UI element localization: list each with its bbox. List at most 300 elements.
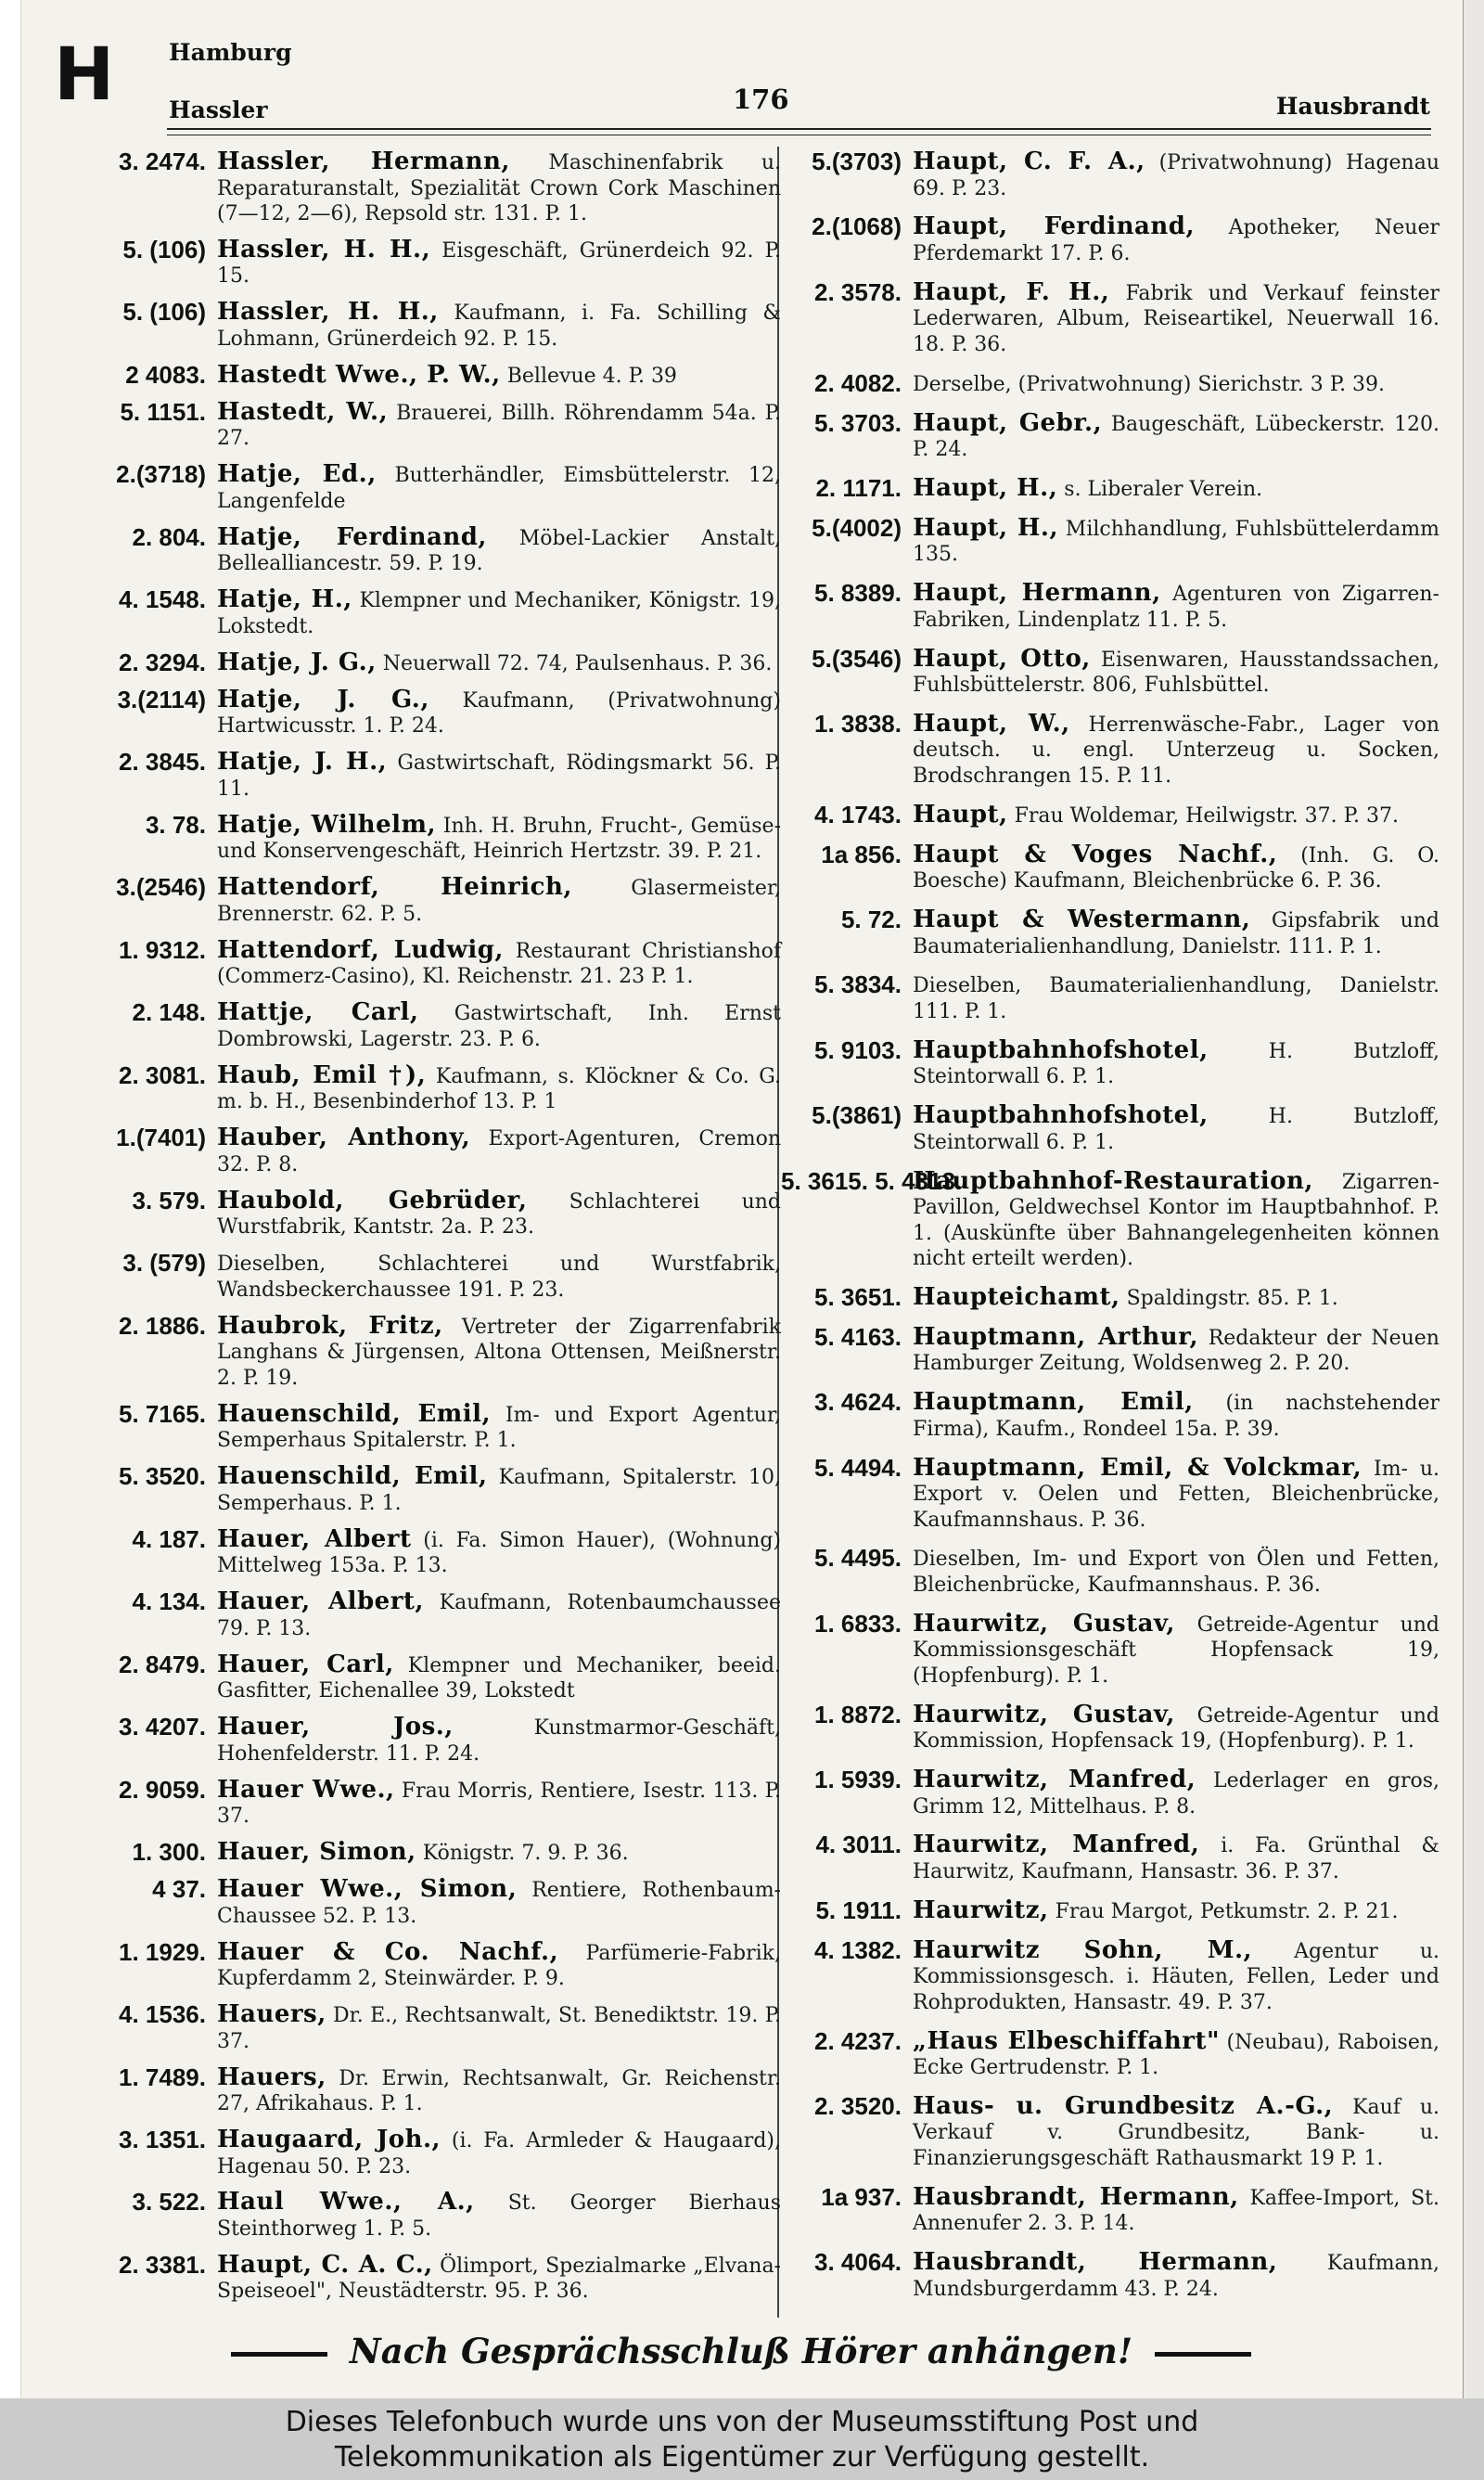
entry-text	[217, 586, 781, 639]
entry-text	[217, 1124, 781, 1177]
entry-details: (Neubau), Raboisen, Ecke Gertrudenstr. P. 1.	[913, 2030, 1440, 2079]
subscriber-name: Hauers,	[217, 2062, 326, 2091]
directory-entry	[779, 1389, 1439, 1442]
directory-entry	[779, 802, 1439, 829]
entry-details: Klempner und Mechaniker, Königstr. 19, Lokstedt.	[217, 589, 781, 638]
phone-number: 3.(2114)	[117, 685, 206, 713]
entry-text	[913, 2184, 1439, 2237]
subscriber-name: Haugaard, Joh.,	[217, 2126, 441, 2153]
entry-details: Kunstmarmor-Geschäft, Hohenfelderstr. 11. P. 24.	[217, 1716, 782, 1766]
subscriber-name: Haubrok, Fritz,	[217, 1311, 443, 1340]
subscriber-name: Haupt & Westermann,	[913, 906, 1251, 933]
entry-details: Kaufmann, Mundsburgerdamm 43. P. 24.	[913, 2252, 1439, 2301]
entry-text	[217, 237, 781, 289]
entry-details: Lederlager en gros, Grimm 12, Mittelhaus. P. 8.	[913, 1769, 1439, 1818]
left-column	[76, 148, 781, 2314]
directory-entry	[779, 1831, 1439, 1884]
entry-text	[217, 1839, 781, 1867]
phone-number: 5. 7165.	[119, 1399, 206, 1428]
entry-details: Dieselben, Im- und Export von Ölen und Fetten, Bleichenbrücke, Kaufmannshaus. P. 36.	[913, 1548, 1439, 1597]
subscriber-name: Hattendorf, Ludwig,	[217, 935, 504, 964]
page-edge	[1464, 0, 1484, 2398]
subscriber-name: „Haus Elbeschiffahrt"	[913, 2026, 1221, 2055]
subscriber-name: Hatje, H.,	[217, 585, 352, 614]
phone-number: 3. 78.	[145, 810, 206, 839]
entry-details: Maschinenfabrik u. Reparaturanstalt, Spezialität Crown Cork Maschinen (7—12, 2—6), Repsold str. 131. P. 1.	[217, 151, 782, 225]
entry-text	[913, 1937, 1439, 2016]
entry-text	[913, 2249, 1439, 2302]
footer-notice	[20, 2331, 1462, 2371]
entry-details: Zigarren-Pavillon, Geldwechsel Kontor im Hauptbahnhof. P. 1. (Auskünfte über Bahnangelegenheiten können nicht erteilt werden).	[913, 1170, 1439, 1270]
phone-number: 5.(3861)	[812, 1101, 902, 1130]
entry-details: i. Fa. Grünthal & Haurwitz, Kaufmann, Hansastr. 36. P. 37.	[913, 1834, 1439, 1883]
entry-text	[913, 148, 1439, 201]
directory-entry	[76, 237, 781, 289]
entry-text	[913, 370, 1439, 398]
phone-number: 2. 3081.	[119, 1060, 206, 1089]
phone-number: 3. 2474.	[119, 148, 206, 175]
entry-text	[913, 1324, 1439, 1377]
phone-number: 2.(1068)	[812, 212, 902, 241]
subscriber-name: Hauer, Simon,	[217, 1838, 416, 1867]
entry-text	[217, 1651, 781, 1704]
phone-number: 2. 3520.	[814, 2091, 902, 2120]
subscriber-name: Haupt, Ferdinand,	[913, 212, 1195, 241]
entry-details: Agenturen von Zigarren-Fabriken, Lindenplatz 11. P. 5.	[913, 583, 1439, 632]
entry-text	[217, 2127, 781, 2179]
phone-number: 1a 937.	[821, 2182, 902, 2211]
entry-details: Apotheker, Neuer Pferdemarkt 17. P. 6.	[913, 216, 1439, 265]
subscriber-name: Haul Wwe., A.,	[217, 2188, 475, 2217]
entry-text	[217, 362, 781, 390]
entry-text	[217, 1526, 781, 1579]
directory-entry	[76, 1313, 781, 1392]
subscriber-name: Hauenschild, Emil,	[217, 1462, 488, 1491]
entry-text	[913, 2028, 1439, 2081]
entry-details: Frau Morris, Rentiere, Isestr. 113. P. 37.	[217, 1779, 781, 1829]
subscriber-name: Hauenschild, Emil,	[217, 1399, 492, 1428]
subscriber-name: Hatje, Ed.,	[217, 460, 377, 489]
footer-dash-left	[231, 2352, 327, 2357]
entry-text	[217, 1250, 781, 1303]
subscriber-name: Haurwitz, Gustav,	[913, 1700, 1175, 1728]
phone-number: 4. 134.	[132, 1587, 206, 1616]
subscriber-name: Haupt & Voges Nachf.,	[913, 840, 1278, 868]
subscriber-name: Hausbrandt, Hermann,	[913, 2248, 1278, 2277]
directory-entry	[779, 906, 1439, 959]
directory-entry	[76, 2252, 781, 2305]
subscriber-name: Hastedt, W.,	[217, 397, 389, 426]
entry-details: Königstr. 7. 9. P. 36.	[422, 1842, 629, 1866]
subscriber-name: Hatje, J. H.,	[217, 748, 388, 777]
entry-text	[913, 971, 1439, 1024]
entry-text	[217, 1463, 781, 1516]
phone-number: 4. 187.	[132, 1524, 206, 1553]
subscriber-name: Hauer Wwe.,	[217, 1775, 395, 1804]
entry-details: (Privatwohnung) Hagenau 69. P. 23.	[913, 151, 1440, 200]
entry-text	[217, 1062, 781, 1115]
subscriber-name: Hauptmann, Emil, & Volckmar,	[913, 1453, 1362, 1482]
phone-number: 5. 3703.	[814, 408, 902, 437]
phone-number: 5. 1151.	[120, 397, 206, 426]
directory-entry	[76, 399, 781, 452]
directory-entry	[76, 1062, 781, 1115]
entry-details: Dieselben, Baumaterialienhandlung, Danielstr. 111. P. 1.	[913, 974, 1439, 1023]
entry-details: Export-Agenturen, Cremon 32. P. 8.	[217, 1127, 781, 1176]
entry-text	[913, 1767, 1439, 1819]
entry-text	[913, 213, 1439, 266]
phone-number: 2. 3845.	[119, 748, 206, 777]
subscriber-name: Haupt, Otto,	[913, 644, 1091, 673]
directory-entry	[779, 515, 1439, 568]
phone-number: 5.(4002)	[812, 513, 902, 542]
phone-number: 1. 300.	[132, 1838, 206, 1867]
directory-entry	[779, 213, 1439, 266]
subscriber-name: Haus- u. Grundbesitz A.-G.,	[913, 2091, 1334, 2120]
entry-text	[913, 410, 1439, 463]
entry-details: Redakteur der Neuen Hamburger Zeitung, Woldsenweg 2. P. 20.	[913, 1326, 1439, 1376]
entry-text	[217, 999, 781, 1052]
phone-number: 2 4083.	[125, 360, 206, 389]
directory-entry	[76, 1188, 781, 1240]
directory-entry	[76, 1876, 781, 1929]
entry-details: Agentur u. Kommissionsgesch. i. Häuten, Fellen, Leder und Rohprodukten, Hansastr. 49. P. 37.	[913, 1939, 1440, 2014]
directory-entry	[76, 2127, 781, 2179]
footer-dash-right	[1155, 2352, 1251, 2357]
subscriber-name: Hauer, Albert,	[217, 1587, 424, 1616]
phone-number: 2.(3718)	[116, 460, 206, 489]
directory-entry	[779, 1767, 1439, 1819]
phone-number: 4. 1548.	[119, 585, 206, 614]
entry-text	[217, 1588, 781, 1641]
directory-entry	[76, 1777, 781, 1830]
entry-details: Klempner und Mechaniker, beeid. Gasfitter, Eichenallee 39, Lokstedt	[217, 1653, 782, 1703]
directory-entry	[779, 2028, 1439, 2081]
phone-number: 1a 856.	[821, 840, 902, 868]
subscriber-name: Haupt, W.,	[913, 709, 1070, 738]
directory-entry	[779, 1324, 1439, 1377]
directory-entry	[779, 1455, 1439, 1534]
entry-text	[913, 580, 1439, 633]
phone-number: 5. 3615. 5. 4313.	[781, 1166, 963, 1195]
entry-details: Kaufmann, Rotenbaumchaussee 79. P. 13.	[217, 1591, 781, 1640]
entry-text	[217, 399, 781, 452]
entry-details: Kaufmann, s. Klöckner & Co. G. m. b. H., Besenbinderhof 13. P. 1	[217, 1064, 782, 1114]
subscriber-name: Haupt, Gebr.,	[913, 408, 1103, 437]
directory-entry	[779, 842, 1439, 894]
entry-text	[217, 687, 781, 739]
entry-details: Spaldingstr. 85. P. 1.	[1126, 1286, 1338, 1310]
directory-entry	[779, 971, 1439, 1024]
entry-text	[913, 1284, 1439, 1312]
directory-entry	[779, 1611, 1439, 1690]
entry-text	[217, 2001, 781, 2054]
directory-entry	[76, 2001, 781, 2054]
entry-details: Parfümerie-Fabrik, Kupferdamm 2, Steinwärder. P. 9.	[217, 1941, 781, 1991]
entry-details: Getreide-Agentur und Kommission, Hopfensack 19, (Hopfenburg). P. 1.	[913, 1703, 1439, 1754]
subscriber-name: Hattje, Carl,	[217, 998, 419, 1027]
entry-text	[217, 812, 781, 865]
entry-details: Kaufmann, (Privatwohnung) Hartwicusstr. 1. P. 24.	[217, 688, 781, 739]
phone-number: 1. 8872.	[814, 1700, 902, 1728]
phone-number: 2. 4082.	[814, 368, 902, 397]
subscriber-name: Hauptbahnhof-Restauration,	[913, 1166, 1313, 1195]
phone-number: 3. 579.	[132, 1186, 206, 1214]
phone-number: 2. 3381.	[119, 2250, 206, 2279]
directory-entry	[76, 812, 781, 865]
directory-entry	[76, 1401, 781, 1454]
subscriber-name: Haurwitz, Manfred,	[913, 1831, 1200, 1859]
phone-number: 4. 1536.	[119, 2000, 206, 2029]
phone-number: 2. 4237.	[814, 2026, 902, 2055]
directory-entry	[76, 362, 781, 390]
entry-text	[913, 515, 1439, 568]
subscriber-name: Hassler, H. H.,	[217, 235, 431, 263]
entry-details: St. Georger Bierhaus Steinthorweg 1. P. 5.	[217, 2191, 781, 2241]
phone-number: 5. 1911.	[815, 1895, 902, 1924]
entry-text	[913, 842, 1439, 894]
phone-number: 4. 3011.	[815, 1831, 902, 1859]
entry-text	[217, 2064, 781, 2117]
subscriber-name: Hastedt Wwe., P. W.,	[217, 360, 501, 389]
entry-details: Schlachterei und Wurstfabrik, Kantstr. 2a. P. 23.	[217, 1189, 781, 1240]
directory-entry	[779, 2184, 1439, 2237]
directory-entry	[779, 711, 1439, 790]
entry-details: Kaufmann, Spitalerstr. 10, Semperhaus. P. 1.	[217, 1466, 781, 1515]
entry-details: Kauf u. Verkauf v. Grundbesitz, Bank- u. Finanzierungsgeschäft Rathausmarkt 19 P. 1.	[913, 2095, 1439, 2170]
directory-entry	[779, 1037, 1439, 1090]
subscriber-name: Hassler, H. H.,	[217, 298, 439, 327]
entry-text	[217, 1188, 781, 1240]
subscriber-name: Hatje, J. G.,	[217, 648, 377, 676]
directory-entry	[76, 999, 781, 1052]
entry-details: Herrenwäsche-Fabr., Lager von deutsch. u. engl. Unterzeug u. Socken, Brodschrangen 15. P. 11.	[913, 713, 1439, 788]
entry-text	[913, 1037, 1439, 1090]
attribution-line-2: Telekommunikation als Eigentümer zur Verfügung gestellt.	[334, 2441, 1150, 2474]
entry-details: H. Butzloff, Steintorwall 6. P. 1.	[913, 1039, 1440, 1089]
phone-number: 4. 1382.	[814, 1935, 902, 1964]
directory-entry	[76, 1651, 781, 1704]
entry-details: Derselbe, (Privatwohnung) Sierichstr. 3 P. 39.	[913, 372, 1386, 396]
phone-number: 1. 9312.	[119, 935, 206, 964]
entry-text	[217, 148, 781, 227]
phone-number: 1. 5939.	[814, 1766, 902, 1793]
entry-details: Eisgeschäft, Grünerdeich 92. P. 15.	[217, 238, 781, 289]
entry-details: Milchhandlung, Fuhlsbüttelerdamm 135.	[913, 517, 1439, 567]
entry-details: Dieselben, Schlachterei und Wurstfabrik, Wandsbeckerchaussee 191. P. 23.	[217, 1253, 781, 1302]
entry-text	[217, 649, 781, 677]
header-first-entry: Hassler	[169, 96, 268, 123]
subscriber-name: Hauptmann, Arthur,	[913, 1322, 1199, 1351]
entry-details: (i. Fa. Simon Hauer), (Wohnung) Mittelweg 153a. P. 13.	[217, 1528, 781, 1578]
phone-number: 5. 3520.	[119, 1462, 206, 1491]
phone-number: 3. 4624.	[814, 1388, 902, 1417]
phone-number: 5. 9103.	[814, 1035, 902, 1064]
entry-text	[913, 1389, 1439, 1442]
entry-text	[913, 1102, 1439, 1155]
entry-details: (in nachstehender Firma), Kaufm., Rondeel 15a. P. 39.	[913, 1392, 1440, 1441]
subscriber-name: Haupt, H.,	[913, 513, 1059, 542]
entry-details: (i. Fa. Armleder & Haugaard), Hagenau 50. P. 23.	[217, 2129, 781, 2178]
page-number: 176	[733, 84, 789, 115]
directory-entry	[76, 1250, 781, 1303]
entry-details: Inh. H. Bruhn, Frucht-, Gemüse- und Konservengeschäft, Heinrich Hertzstr. 39. P. 21.	[217, 814, 781, 864]
phone-number: 3. 4207.	[119, 1713, 206, 1741]
phone-number: 5. (106)	[122, 298, 206, 327]
entry-text	[217, 1313, 781, 1392]
entry-text	[913, 475, 1439, 503]
header-city: Hamburg	[169, 39, 292, 66]
right-column	[779, 148, 1439, 2315]
phone-number: 2. 1886.	[119, 1311, 206, 1340]
directory-entry	[779, 279, 1439, 358]
entry-text	[217, 2189, 781, 2242]
phone-number: 2. 148.	[132, 998, 206, 1027]
subscriber-name: Haub, Emil †),	[217, 1060, 427, 1089]
entry-details: Brauerei, Billh. Röhrendamm 54a. P. 27.	[217, 401, 781, 451]
entry-details: Gipsfabrik und Baumaterialienhandlung, Danielstr. 111. P. 1.	[913, 909, 1439, 958]
directory-entry	[76, 1463, 781, 1516]
subscriber-name: Hatje, Ferdinand,	[217, 522, 487, 551]
entry-details: Baugeschäft, Lübeckerstr. 120. P. 24.	[913, 412, 1440, 461]
entry-text	[913, 906, 1439, 959]
phone-number: 2. 8479.	[119, 1650, 206, 1678]
directory-entry	[779, 1102, 1439, 1155]
phone-number: 5. 4494.	[814, 1453, 902, 1482]
phone-number: 3. 522.	[132, 2188, 206, 2217]
directory-entry	[76, 1526, 781, 1579]
directory-entry	[76, 461, 781, 514]
entry-details: Gastwirtschaft, Rödingsmarkt 56. P. 11.	[217, 752, 781, 801]
directory-entry	[779, 148, 1439, 201]
subscriber-name: Haurwitz Sohn, M.,	[913, 1935, 1253, 1964]
directory-entry	[779, 475, 1439, 503]
phone-number: 5. 8389.	[814, 579, 902, 608]
directory-entry	[779, 646, 1439, 699]
subscriber-name: Hauer, Jos.,	[217, 1713, 454, 1741]
entry-details: Gastwirtschaft, Inh. Ernst Dombrowski, Lagerstr. 23. P. 6.	[217, 1002, 782, 1051]
phone-number: 5. 3651.	[814, 1282, 902, 1311]
subscriber-name: Hauptbahnhofshotel,	[913, 1035, 1209, 1064]
phone-number: 5. (106)	[122, 235, 206, 263]
phone-number: 1. 7489.	[119, 2062, 206, 2091]
subscriber-name: Hauer Wwe., Simon,	[217, 1875, 518, 1904]
directory-entry	[779, 1284, 1439, 1312]
phone-number: 5.(3546)	[812, 644, 902, 673]
phone-number: 5.(3703)	[812, 148, 902, 175]
phone-number: 3. (579)	[122, 1249, 206, 1278]
entry-text	[913, 1702, 1439, 1754]
entry-text	[217, 1939, 781, 1992]
phone-number: 1. 6833.	[814, 1609, 902, 1638]
entry-text	[913, 802, 1439, 829]
phone-number: 1. 3838.	[814, 709, 902, 738]
entry-text	[217, 1714, 781, 1767]
header-last-entry: Hausbrandt	[1275, 93, 1430, 120]
entry-details: Neuerwall 72. 74, Paulsenhaus. P. 36.	[382, 651, 773, 675]
entry-details: Möbel-Lackier Anstalt, Bellealliancestr. 59. P. 19.	[217, 526, 782, 576]
phone-number: 3. 4064.	[814, 2248, 902, 2277]
directory-entry	[76, 2064, 781, 2117]
entry-text	[217, 461, 781, 514]
directory-entry	[779, 1168, 1439, 1272]
entry-details: Dr. Erwin, Rechtsanwalt, Gr. Reichenstr. 27, Afrikahaus. P. 1.	[217, 2066, 781, 2116]
entry-details: Restaurant Christianshof (Commerz-Casino), Kl. Reichenstr. 21. 23 P. 1.	[217, 939, 781, 989]
subscriber-name: Hatje, J. G.,	[217, 685, 429, 713]
entry-details: (Inh. G. O. Boesche) Kaufmann, Bleichenbrücke 6. P. 36.	[913, 843, 1439, 893]
directory-entry	[779, 1937, 1439, 2016]
entry-text	[217, 1401, 781, 1454]
subscriber-name: Haupt,	[913, 800, 1008, 829]
subscriber-name: Haurwitz, Gustav,	[913, 1609, 1175, 1638]
phone-number: 1. 1929.	[119, 1937, 206, 1966]
entry-text	[217, 1777, 781, 1830]
subscriber-name: Haupt, H.,	[913, 473, 1058, 502]
entry-details: Im- und Export Agentur, Semperhaus Spitalerstr. P. 1.	[217, 1403, 781, 1453]
directory-entry	[76, 687, 781, 739]
phone-number: 2. 9059.	[119, 1775, 206, 1804]
directory-entry	[76, 148, 781, 227]
entry-text	[913, 1897, 1439, 1925]
entry-details: Getreide-Agentur und Kommissionsgeschäft Hopfensack 19, (Hopfenburg). P. 1.	[913, 1613, 1439, 1688]
entry-details: Kaufmann, i. Fa. Schilling & Lohmann, Grünerdeich 92. P. 15.	[217, 302, 781, 351]
entry-text	[217, 299, 781, 352]
directory-entry	[779, 370, 1439, 398]
entry-details: Eisenwaren, Hausstandssachen, Fuhlsbüttelerstr. 806, Fuhlsbüttel.	[913, 648, 1440, 697]
phone-number: 4 37.	[152, 1875, 206, 1904]
directory-entry	[76, 937, 781, 990]
directory-entry	[76, 649, 781, 677]
entry-text	[913, 1168, 1439, 1272]
subscriber-name: Haurwitz,	[913, 1895, 1049, 1924]
subscriber-name: Hauers,	[217, 2000, 326, 2029]
phone-number: 3. 1351.	[119, 2126, 206, 2153]
directory-entry	[76, 2189, 781, 2242]
directory-entry	[76, 1839, 781, 1867]
phone-number: 5. 3834.	[814, 970, 902, 999]
entry-text	[913, 279, 1439, 358]
entry-text	[217, 874, 781, 927]
section-letter: H	[54, 33, 115, 117]
entry-details: Butterhändler, Eimsbüttelerstr. 12, Langenfelde	[217, 464, 781, 513]
phone-number: 5. 4163.	[814, 1322, 902, 1351]
directory-entry	[779, 2093, 1439, 2172]
subscriber-name: Hatje, Wilhelm,	[217, 810, 437, 839]
phone-number: 2. 804.	[132, 522, 206, 551]
phone-number: 4. 1743.	[814, 800, 902, 829]
subscriber-name: Hauer, Carl,	[217, 1650, 394, 1678]
entry-text	[217, 937, 781, 990]
subscriber-name: Hassler, Hermann,	[217, 148, 510, 175]
subscriber-name: Haupt, C. A. C.,	[217, 2250, 433, 2279]
directory-entry	[76, 874, 781, 927]
subscriber-name: Hauptbahnhofshotel,	[913, 1101, 1209, 1130]
entry-text	[217, 749, 781, 802]
directory-entry	[779, 1897, 1439, 1925]
entry-text	[217, 524, 781, 577]
entry-text	[217, 1876, 781, 1929]
phone-number: 5. 4495.	[814, 1544, 902, 1573]
entry-text	[913, 2093, 1439, 2172]
subscriber-name: Hauber, Anthony,	[217, 1124, 471, 1152]
entry-text	[913, 1611, 1439, 1690]
entry-details: Bellevue 4. P. 39	[506, 364, 677, 388]
subscriber-name: Haurwitz, Manfred,	[913, 1766, 1196, 1793]
directory-entry	[76, 524, 781, 577]
entry-details: Glasermeister, Brennerstr. 62. P. 5.	[217, 877, 781, 926]
header-rule	[167, 128, 1431, 130]
entry-details: Ölimport, Spezialmarke „Elvana-Speiseoel", Neustädterstr. 95. P. 36.	[217, 2254, 781, 2304]
